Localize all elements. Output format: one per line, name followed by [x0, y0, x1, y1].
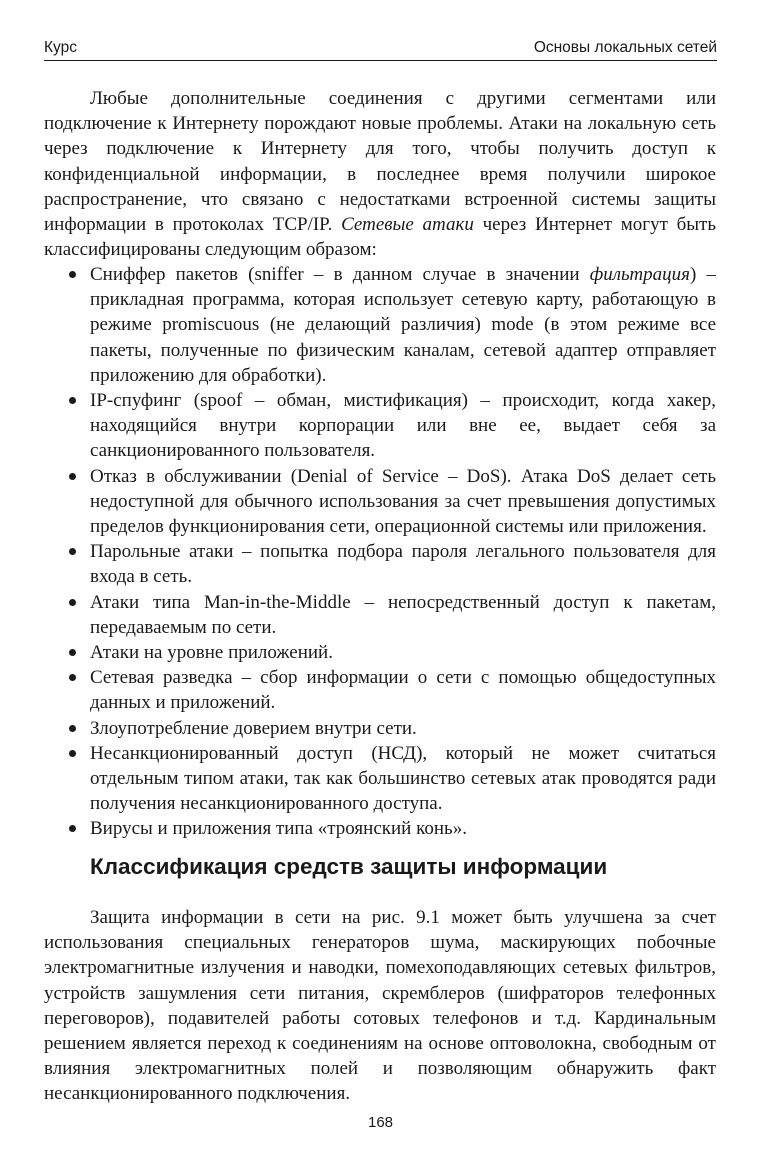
list-item-text: Сетевая разведка – сбор информации о сети с помощью общедоступных данных и приложений.: [90, 667, 716, 714]
list-item: [44, 741, 716, 817]
list-item: [44, 464, 716, 540]
bullet-icon: [69, 649, 76, 656]
list-item: [44, 640, 716, 665]
list-item: [44, 816, 716, 841]
section-paragraph: Защита информации в сети на рис. 9.1 может быть улучшена за счет использования специальных генераторов шума, маскирующих побочные электромагнитные излучения и наводки, помехоподавляющих сетевых фильтров, устройств зашумления сети питания, скремблеров (шифраторов телефонных переговоров), подавителей работы сотовых телефонов и т.д. Кардинальным решением является переход к соединениям на основе оптоволокна, свободным от влияния электромагнитных полей и позволяющим обнаружить факт несанкционированного подключения.: [44, 907, 716, 1105]
bullet-icon: [69, 674, 76, 681]
header-course-label: Курс: [44, 39, 77, 56]
list-item: [44, 539, 716, 589]
attack-types-list: [44, 262, 716, 842]
bullet-icon: [69, 271, 76, 278]
list-item-text: Атаки на уровне приложений.: [90, 642, 333, 664]
list-item-text: Атаки типа Man-in-the-Middle – непосредственный доступ к пакетам, передаваемым по сети.: [90, 591, 716, 638]
intro-emphasis: Сетевые атаки: [341, 214, 474, 236]
list-item: [44, 388, 716, 464]
list-item-text: Парольные атаки – попытка подбора пароля легального пользователя для входа в сеть.: [90, 541, 716, 588]
running-header: [44, 38, 717, 61]
bullet-icon: [69, 750, 76, 757]
list-item: [44, 590, 716, 640]
page-number: 168: [367, 1114, 394, 1131]
list-item-text: Вирусы и приложения типа «троянский конь».: [90, 818, 467, 840]
list-item-text: Отказ в обслуживании (Denial of Service – DoS). Атака DoS делает сеть недоступной для обычного использования за счет превышения допустимых пределов функционирования сети, операционной системы или приложения.: [90, 465, 716, 538]
list-item-text-end: ) – прикладная программа, которая использует сетевую карту, работающую в режиме promiscuous (не делающий различия) mode (в этом режиме все пакеты, полученные по физическим каналам, сетевой адаптер отправляет приложению для обработки).: [90, 264, 716, 386]
bullet-icon: [69, 725, 76, 732]
list-item-emphasis: фильтрация: [589, 264, 690, 285]
bullet-icon: [69, 825, 76, 832]
intro-paragraph: [44, 86, 716, 262]
list-item: [44, 665, 716, 715]
bullet-icon: [69, 548, 76, 555]
section-heading: Классификация средств защиты информации: [90, 854, 608, 879]
header-chapter-title: Основы локальных сетей: [533, 39, 717, 56]
bullet-icon: [69, 599, 76, 606]
bullet-icon: [69, 397, 76, 404]
list-item-text: Несанкционированный доступ (НСД), который не может считаться отдельным типом атаки, так как большинство сетевых атак проводятся ради получения несанкционированного доступа.: [90, 742, 716, 815]
list-item-text: Сниффер пакетов (sniffer – в данном случае в значении: [90, 264, 590, 285]
list-item: [44, 716, 716, 741]
bullet-icon: [69, 473, 76, 480]
list-item-text: IP-спуфинг (spoof – обман, мистификация) – происходит, когда хакер, находящийся внутри корпорации или вне ее, выдает себя за санкционированного пользователя.: [90, 390, 716, 462]
intro-text-end: через Интернет могут быть классифицированы следующим образом:: [44, 214, 716, 261]
list-item-text: Злоупотребление доверием внутри сети.: [90, 717, 417, 739]
intro-text-start: Любые дополнительные соединения с другими сегментами или подключение к Интернету порождают новые проблемы. Атаки на локальную сеть через подключение к Интернету для того, чтобы получить доступ к конфиденциальной информации, в последнее время получили широкое распространение, что связано с недостатками встроенной системы защиты информации в протоколах TCP/IP.: [44, 88, 716, 236]
list-item: [44, 262, 716, 388]
